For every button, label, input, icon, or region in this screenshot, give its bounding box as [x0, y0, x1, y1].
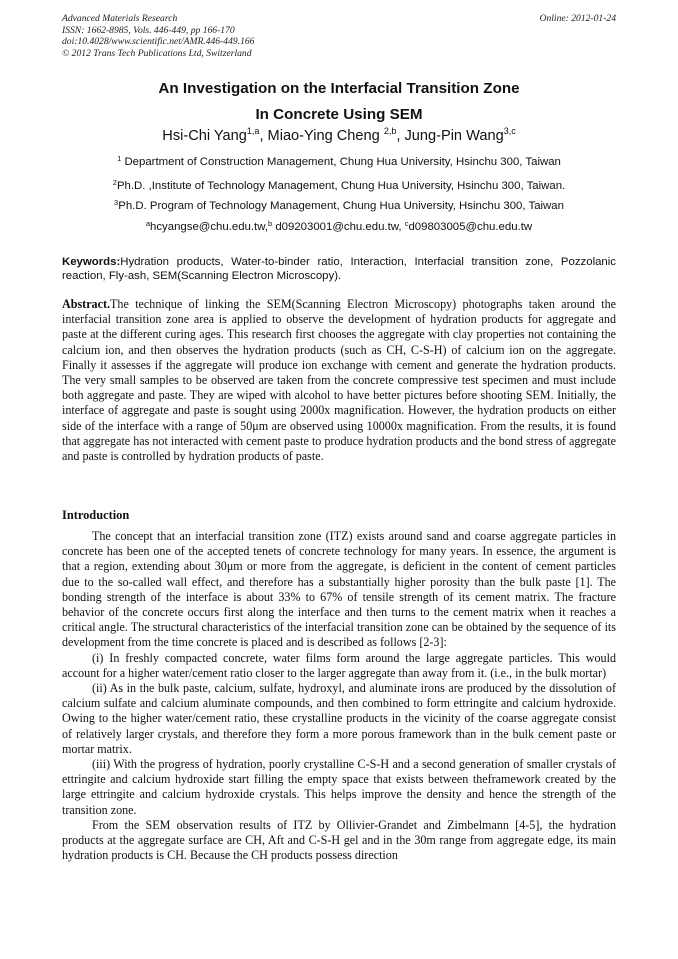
paper-title-line-1: An Investigation on the Interfacial Transition Zone — [158, 80, 520, 97]
issn-line: ISSN: 1662-8985, Vols. 446-449, pp 166-170 — [62, 24, 235, 36]
email-b-sup: b — [267, 219, 273, 228]
abstract-label: Abstract. — [62, 297, 111, 311]
affiliation-3-sup: 3 — [114, 198, 119, 207]
affiliation-1-text: Department of Construction Management, Chung Hua University, Hsinchu 300, Taiwan — [121, 156, 561, 168]
affiliation-2-text: Ph.D. ,Institute of Technology Management, Chung Hua University, Hsinchu 300, Taiwan. — [116, 180, 566, 192]
email-c-sup: c — [404, 219, 409, 228]
intro-paragraph-5: From the SEM observation results of ITZ by Ollivier-Grandet and Zimbelmann [4-5], the hydration products at the aggregate surface are CH, Aft and C-S-H gel and in the 30m range from aggregate edge, its main hydration products is CH. Because the CH products possess direction — [62, 817, 616, 863]
affiliation-3 — [62, 200, 616, 212]
intro-paragraph-2: (i) In freshly compacted concrete, water films form around the large aggregate particles. This would account for a higher water/cement ratio closer to the larger aggregate than away from it. (i.e., in the bulk mortar) — [62, 650, 616, 680]
affiliation-2-sup: 2 — [112, 178, 117, 187]
intro-paragraph-3: (ii) As in the bulk paste, calcium, sulfate, hydroxyl, and aluminate irons are produced by the dissolution of calcium sulfate and calcium aluminate compounds, and then combined to form ettringite and calcium hydroxide. Owing to the higher water/cement ratio, these crystalline products in the vicinity of the coarse aggregate consist of relatively larger crystals, and therefore they form a more porous framework than in the bulk cement paste or mortar matrix. — [62, 681, 616, 756]
affiliation-3-text: Ph.D. Program of Technology Management, Chung Hua University, Hsinchu 300, Taiwan — [118, 200, 564, 212]
email-a: hcyangse@chu.edu.tw, — [150, 221, 268, 233]
journal-name: Advanced Materials Research — [62, 13, 178, 24]
intro-paragraph-4: (iii) With the progress of hydration, poorly crystalline C-S-H and a second generation of smaller crystals of ettringite and calcium hydroxide start filling the empty space that exists between theframework created by the large ettringite and calcium hydroxide crystals. This helps improve the density and hence the strength of the transition zone. — [62, 757, 616, 817]
author-1-sup: 1,a — [246, 126, 260, 136]
paper-title-line-2: In Concrete Using SEM — [255, 106, 423, 123]
affiliation-1-sup: 1 — [117, 154, 122, 163]
intro-paragraph-1: The concept that an interfacial transition zone (ITZ) exists around sand and coarse aggregate particles in concrete has been one of the accepted tenets of concrete technology for many years. In essence, the argument is that a region, extending about 30μm or more from the aggregate, is deficient in the content of cement particles due to the so-called wall effect, and therefore has a substantially higher porosity than the bulk paste [1]. The bonding strength of the interface is about 33% to 67% of tensile strength of its cement matrix. The fracture behavior of the concrete occurs first along the interface and then turns to the cement matrix when it reaches a critical angle. The structural characteristics of the interfacial transition zone can be obtained by the sequence of its development from the time concrete is placed and is described as follows [2-3]: — [62, 529, 616, 650]
introduction-body — [62, 529, 616, 863]
author-emails — [62, 221, 616, 233]
keywords-block — [62, 255, 616, 283]
keywords-text: Hydration products, Water-to-binder ratio, Interaction, Interfacial transition zone, Pozzolanic reaction, Fly-ash, SEM(Scanning Electron Microscopy). — [62, 256, 616, 282]
author-list — [62, 128, 616, 144]
affiliation-1 — [62, 156, 616, 168]
email-a-sup: a — [145, 219, 151, 228]
affiliation-2 — [62, 180, 616, 192]
email-b: d09203001@chu.edu.tw, — [272, 221, 405, 233]
running-header — [62, 13, 616, 59]
author-2: , Miao-Ying Cheng — [259, 128, 384, 144]
email-c: d09803005@chu.edu.tw — [408, 221, 533, 233]
doi-line: doi:10.4028/www.scientific.net/AMR.446-449.166 — [62, 36, 255, 48]
author-2-sup: 2,b — [383, 126, 397, 136]
author-1: Hsi-Chi Yang — [162, 128, 247, 144]
abstract-text: The technique of linking the SEM(Scanning Electron Microscopy) photographs taken around the interfacial transition zone area is applied to observe the development of hydration products for aggregate and paste at the different curing ages. This research first chooses the aggregate with clay properties not containing the calcium ion, and then observes the hydration products (such as CH, C-S-H) of calcium ion on the aggregate. Finally it assesses if the aggregate will produce ion exchange with cement and generate the hydration products. The very small samples to be observed are taken from the concrete compressive test specimen and must include both aggregate and paste. They are wiped with alcohol to have better pictures before shooting SEM. Initially, the interface of aggregate and paste is sought using 2000x magnification. However, the hydration products on either side of the interface with a range of 50μm are observed using 10000x magnification. From the results, it is found that aggregate has not interacted with cement paste to produce hydration products and the bond stress of aggregate and paste is controlled by hydration products of paste. — [62, 297, 616, 464]
author-3: , Jung-Pin Wang — [396, 128, 504, 144]
copyright-line: © 2012 Trans Tech Publications Ltd, Switzerland — [62, 47, 252, 59]
online-date: Online: 2012-01-24 — [539, 13, 616, 24]
introduction-heading: Introduction — [62, 508, 130, 522]
author-3-sup: 3,c — [503, 126, 516, 136]
abstract-block — [62, 297, 616, 464]
keywords-label: Keywords: — [62, 256, 121, 268]
